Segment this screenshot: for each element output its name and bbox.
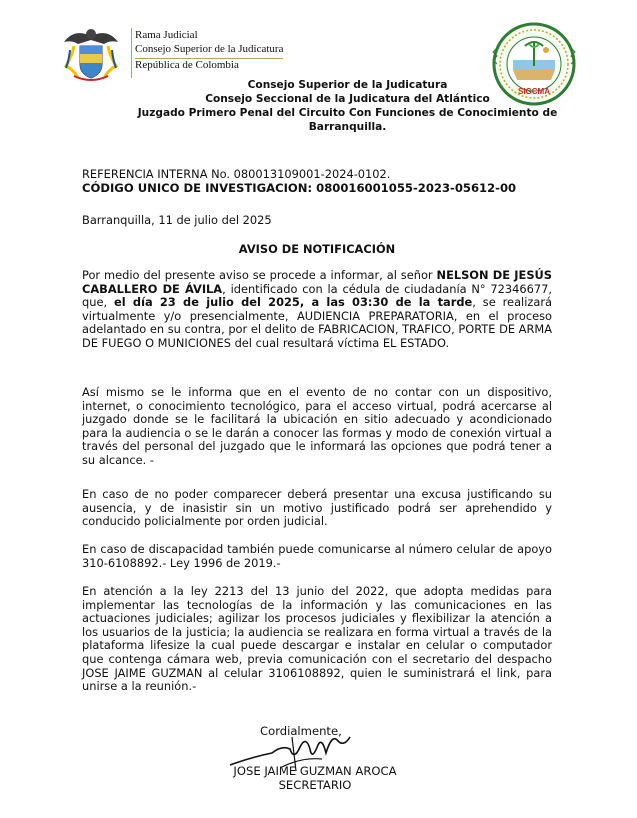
document-date: Barranquilla, 11 de julio del 2025	[82, 213, 272, 227]
hearing-datetime: el día 23 de julio del 2025, a las 03:30 de la tarde	[114, 295, 473, 310]
header-underline	[135, 58, 283, 59]
colombia-coat-of-arms-logo	[60, 26, 122, 84]
institution-heading	[60, 78, 635, 134]
paragraph-excuse: En caso de no poder comparecer deberá presentar una excusa justificando su ausencia, y de inasistir sin un motivo justificado podrá ser aprehendido y conducido policialmente por orden judicial.	[82, 487, 552, 529]
internal-reference: REFERENCIA INTERNA No. 080013109001-2024-0102.	[82, 167, 391, 181]
paragraph-access: Así mismo se le informa que en el evento de no contar con un dispositivo, internet, o conocimiento tecnológico, para el acceso virtual, podrá acercarse al juzgado donde se le facilitará la ubicación en sitio adecuado y acondicionado para la audiencia o se le darán a conocer las formas y modo de conexión virtual a través del personal del juzgado que le informará las opciones que podrá tener a su alcance. -	[82, 385, 552, 467]
seal-text: SIGCMA	[518, 87, 550, 96]
paragraph-notification	[82, 269, 552, 351]
institution-line-4: Barranquilla.	[308, 121, 387, 133]
p1-text-b: , identificado con la cédula de ciudadanía N° 72346677, que,	[82, 281, 553, 310]
rama-judicial-label: Rama Judicial	[135, 29, 198, 41]
document-title: AVISO DE NOTIFICACIÓN	[238, 242, 396, 256]
paragraph-virtual-hearing: En atención a la ley 2213 del 13 junio del 2022, que adopta medidas para implementar las tecnologías de la información y las comunicaciones en las actuaciones judiciales; agilizar los procesos judiciales y flexibilizar la atención a los usuarios de la justicia; la audiencia se realizara en forma virtual a través de la plataforma lifesize la cual puede descargar e instalar en celular o computador que contenga cámara web, previa comunicación con el secretario del despacho JOSE JAIME GUZMAN al celular 3106108892, quien le suministrará el link, para unirse a la reunión.-	[82, 584, 552, 694]
reference-block	[82, 168, 552, 195]
signer-role: SECRETARIO	[278, 778, 352, 792]
paragraph-disability: En caso de discapacidad también puede comunicarse al número celular de apoyo 310-6108892.- Ley 1996 de 2019.-	[82, 542, 552, 570]
rama-judicial-block	[135, 29, 283, 73]
defendant-name: NELSON DE JESÚS CABALLERO DE ÁVILA	[82, 268, 552, 296]
p1-text-a: Por medio del presente aviso se procede a informar, al señor	[82, 268, 437, 282]
p1-text-c: , se realizará virtualmente y/o presencialmente, AUDIENCIA PREPARATORIA, en el proceso adelantado en su contra, por el delito de FABRICACION, TRAFICO, PORTE DE ARMA DE FUEGO O MUNICIONES del cual resultará víctima EL ESTADO.	[82, 295, 552, 350]
institution-line-3: Juzgado Primero Penal del Circuito Con Funciones de Conocimiento de	[137, 107, 558, 119]
signature-block	[200, 724, 430, 792]
closing-phrase: Cordialmente,	[260, 724, 342, 738]
signer-name: JOSE JAIME GUZMAN AROCA	[233, 764, 397, 778]
consejo-superior-label: Consejo Superior de la Judicatura	[135, 42, 284, 55]
institution-line-2: Consejo Seccional de la Judicatura del Atlántico	[205, 93, 490, 105]
institution-line-1: Consejo Superior de la Judicatura	[247, 79, 448, 91]
investigation-code: CÓDIGO UNICO DE INVESTIGACION: 080016001055-2023-05612-00	[82, 180, 517, 195]
republica-label: República de Colombia	[135, 59, 239, 71]
header-divider	[131, 28, 132, 78]
